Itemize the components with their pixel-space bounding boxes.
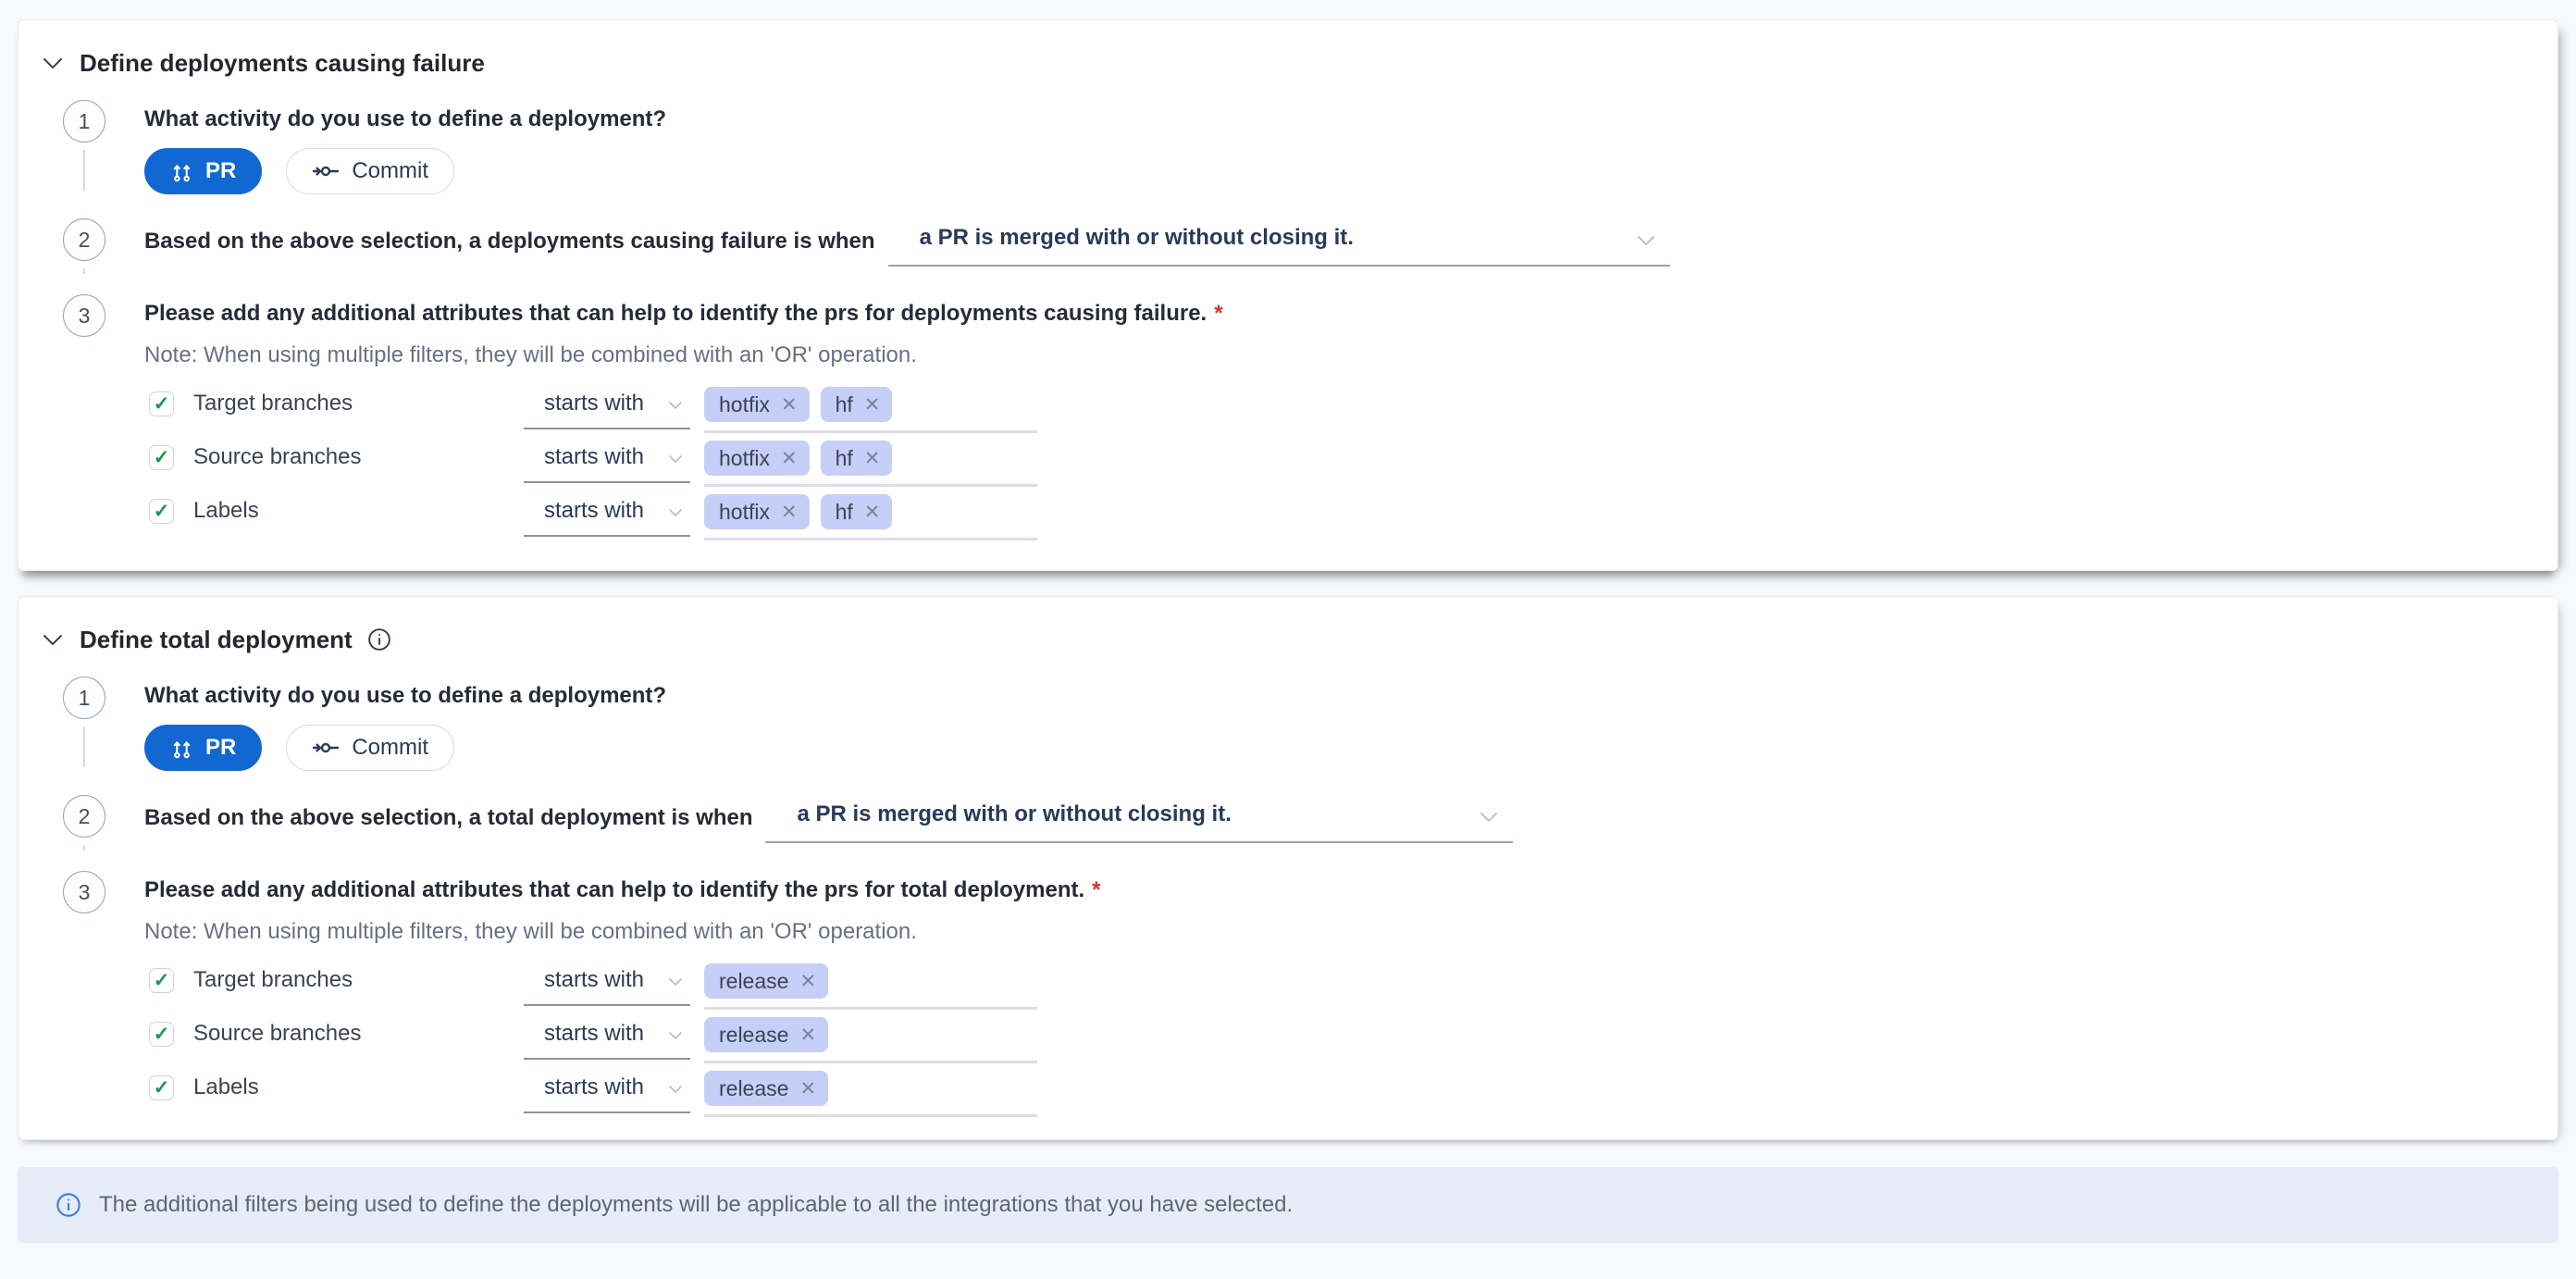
section-title: Define total deployment <box>80 626 353 653</box>
checkbox-checked[interactable]: ✓ <box>149 1022 174 1047</box>
step-number-badge: 3 <box>63 871 105 913</box>
operator-dropdown[interactable]: starts with <box>524 387 690 429</box>
required-asterisk: * <box>1214 301 1223 326</box>
step-number-badge: 2 <box>63 795 105 838</box>
checkbox-checked[interactable]: ✓ <box>149 1075 174 1100</box>
activity-question: What activity do you use to define a deployment? <box>144 106 667 131</box>
chevron-down-icon[interactable] <box>42 57 64 69</box>
chevron-down-icon <box>668 508 683 517</box>
tags-input[interactable] <box>704 1017 1037 1063</box>
info-banner <box>18 1167 2558 1243</box>
git-commit-icon <box>312 162 340 180</box>
step-definition <box>62 795 2557 854</box>
checkbox-checked[interactable]: ✓ <box>149 968 174 993</box>
definition-dropdown-value: a PR is merged with or without closing it. <box>919 225 1354 250</box>
tag: hotfix ✕ <box>704 441 810 476</box>
chevron-down-icon <box>668 454 683 464</box>
filters <box>144 387 2557 539</box>
chevron-down-icon <box>1480 812 1498 823</box>
checkbox-checked[interactable]: ✓ <box>149 391 174 416</box>
step-attributes <box>62 294 2557 548</box>
steps <box>19 677 2557 1124</box>
tags-input[interactable] <box>704 494 1037 540</box>
commit-button[interactable]: Commit <box>286 725 454 771</box>
remove-tag-icon[interactable]: ✕ <box>799 1077 817 1099</box>
git-pull-request-icon <box>170 737 193 760</box>
definition-label: Based on the above selection, a deployments causing failure is when <box>144 229 875 254</box>
tag: release ✕ <box>704 963 828 999</box>
filter-row-source-branches: ✓ Source branches starts with release ✕ <box>144 1017 2557 1062</box>
pr-button[interactable]: PR <box>144 725 262 771</box>
remove-tag-icon[interactable]: ✕ <box>863 501 881 523</box>
section-header <box>19 20 2557 80</box>
filter-row-labels: ✓ Labels starts with hotfix ✕ hf ✕ <box>144 494 2557 539</box>
step-attributes <box>62 871 2557 1124</box>
step-connector <box>83 726 85 767</box>
remove-tag-icon[interactable]: ✕ <box>780 393 798 416</box>
steps <box>19 100 2557 548</box>
step-number-badge: 1 <box>63 677 105 719</box>
step-connector <box>83 845 85 851</box>
remove-tag-icon[interactable]: ✕ <box>863 393 881 416</box>
tags-input[interactable] <box>704 963 1037 1010</box>
chevron-down-icon <box>668 1085 683 1094</box>
chevron-down-icon <box>668 1031 683 1040</box>
info-circle-icon <box>56 1192 81 1218</box>
step-definition <box>62 218 2557 278</box>
step-connector <box>83 150 85 191</box>
definition-dropdown[interactable] <box>765 799 1513 843</box>
operator-dropdown[interactable]: starts with <box>524 441 690 483</box>
step-number-badge: 1 <box>63 100 105 143</box>
commit-button[interactable]: Commit <box>286 148 454 194</box>
tag: hotfix ✕ <box>704 387 810 422</box>
chevron-down-icon <box>668 977 683 987</box>
checkbox-checked[interactable]: ✓ <box>149 499 174 524</box>
deployment-settings-page <box>0 19 2576 1279</box>
pr-button[interactable]: PR <box>144 148 262 194</box>
tag: hotfix ✕ <box>704 494 810 529</box>
remove-tag-icon[interactable]: ✕ <box>780 501 798 523</box>
tag: release ✕ <box>704 1071 828 1106</box>
filter-row-labels: ✓ Labels starts with release ✕ <box>144 1071 2557 1115</box>
tags-input[interactable] <box>704 387 1037 433</box>
tags-input[interactable] <box>704 441 1037 487</box>
tag: hf ✕ <box>821 441 893 476</box>
filter-row-target-branches: ✓ Target branches starts with release ✕ <box>144 963 2557 1008</box>
git-commit-icon <box>312 739 340 757</box>
tag: hf ✕ <box>821 494 893 529</box>
tags-input[interactable] <box>704 1071 1037 1117</box>
operator-dropdown[interactable]: starts with <box>524 1017 690 1060</box>
section-total-deployment <box>18 596 2558 1140</box>
info-circle-icon[interactable] <box>367 627 391 652</box>
remove-tag-icon[interactable]: ✕ <box>799 1024 817 1046</box>
filter-row-target-branches: ✓ Target branches starts with hotfix ✕ hf ✕ <box>144 387 2557 431</box>
section-deployments-causing-failure <box>18 19 2558 571</box>
definition-label: Based on the above selection, a total deployment is when <box>144 805 753 830</box>
chevron-down-icon <box>1637 235 1655 246</box>
git-pull-request-icon <box>170 160 193 183</box>
operator-dropdown[interactable]: starts with <box>524 1071 690 1113</box>
chevron-down-icon[interactable] <box>42 634 64 646</box>
remove-tag-icon[interactable]: ✕ <box>799 970 817 992</box>
remove-tag-icon[interactable]: ✕ <box>780 447 798 469</box>
definition-dropdown-value: a PR is merged with or without closing it. <box>797 801 1232 826</box>
section-header <box>19 597 2557 656</box>
activity-question: What activity do you use to define a deployment? <box>144 683 667 708</box>
remove-tag-icon[interactable]: ✕ <box>863 447 881 469</box>
step-connector <box>83 268 85 274</box>
step-activity <box>62 677 2557 771</box>
step-number-badge: 3 <box>63 294 105 337</box>
attributes-question: Please add any additional attributes that can help to identify the prs for deployments causing failure. * <box>144 301 1223 326</box>
filters-note: Note: When using multiple filters, they will be combined with an 'OR' operation. <box>144 919 917 944</box>
operator-dropdown[interactable]: starts with <box>524 963 690 1006</box>
banner-text: The additional filters being used to define the deployments will be applicable to all the integrations that you have selected. <box>99 1192 1294 1217</box>
checkbox-checked[interactable]: ✓ <box>149 445 174 470</box>
tag: hf ✕ <box>821 387 893 422</box>
attributes-question: Please add any additional attributes that can help to identify the prs for total deployment. * <box>144 877 1101 902</box>
filters <box>144 963 2557 1115</box>
step-number-badge: 2 <box>63 218 105 261</box>
section-title: Define deployments causing failure <box>80 49 485 77</box>
tag: release ✕ <box>704 1017 828 1052</box>
step-activity <box>62 100 2557 194</box>
filter-row-source-branches: ✓ Source branches starts with hotfix ✕ hf ✕ <box>144 441 2557 485</box>
chevron-down-icon <box>668 401 683 410</box>
filters-note: Note: When using multiple filters, they will be combined with an 'OR' operation. <box>144 342 917 367</box>
operator-dropdown[interactable]: starts with <box>524 494 690 537</box>
definition-dropdown[interactable] <box>888 222 1670 267</box>
required-asterisk: * <box>1092 877 1101 902</box>
